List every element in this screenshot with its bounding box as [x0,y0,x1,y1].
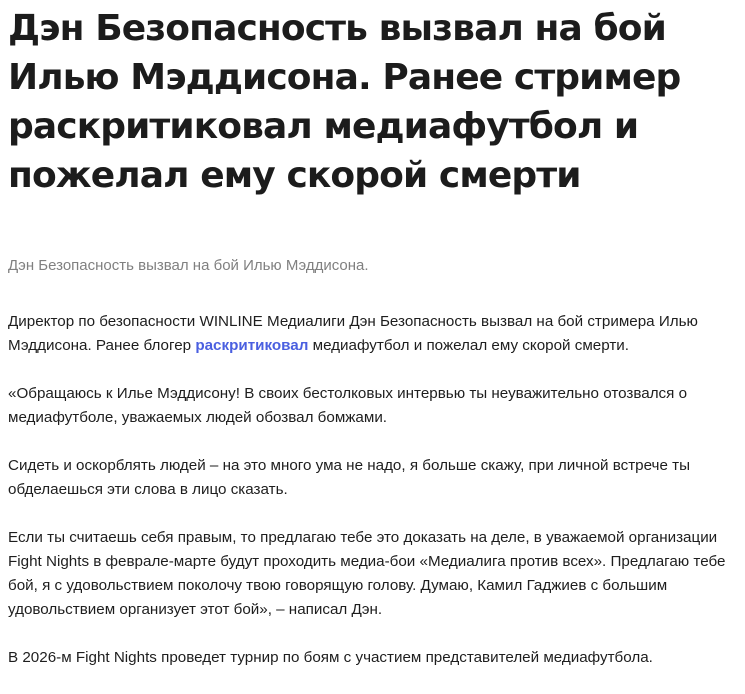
image-caption: Дэн Безопасность вызвал на бой Илью Мэддисона. [8,257,369,274]
paragraph-quote-1: «Обращаюсь к Илье Мэддисону! В своих бестолковых интервью ты неуважительно отозвался о медиафутболе, уважаемых людей обозвал бомжами. [8,385,688,426]
criticized-link[interactable]: раскритиковал [195,337,309,354]
paragraph-intro-text-end: медиафутбол и пожелал ему скорой смерти. [308,337,630,354]
paragraph-intro [8,310,745,358]
news-article [8,0,745,666]
article-body [8,310,745,694]
paragraph-intro-text-start: Директор по безопасности WINLINE Медиалиги Дэн Безопасность вызвал на бой стримера Илью Мэддисона. Ранее блогер [8,313,698,354]
paragraph-quote-3: Если ты считаешь себя правым, то предлагаю тебе это доказать на деле, в уважаемой организации Fight Nights в феврале-марте будут проходить медиа-бои «Медиалига против всех». Предлагаю тебе бой, я с удовольствием поколочу твою говорящую голову. Думаю, Камил Гаджиев с большим удовольствием организует этот бой», – написал Дэн. [8,529,726,618]
paragraph-quote-2: Сидеть и оскорблять людей – на это много ума не надо, я больше скажу, при личной встрече ты обделаешься эти слова в лицо сказать. [8,457,691,498]
article-headline: Дэн Безопасность вызвал на бой Илью Мэддисона. Ранее стример раскритиковал медиафутбол и пожелал ему скорой смерти [8,8,681,196]
paragraph-tournament: В 2026-м Fight Nights проведет турнир по боям с участием представителей медиафутбола. [8,649,653,666]
